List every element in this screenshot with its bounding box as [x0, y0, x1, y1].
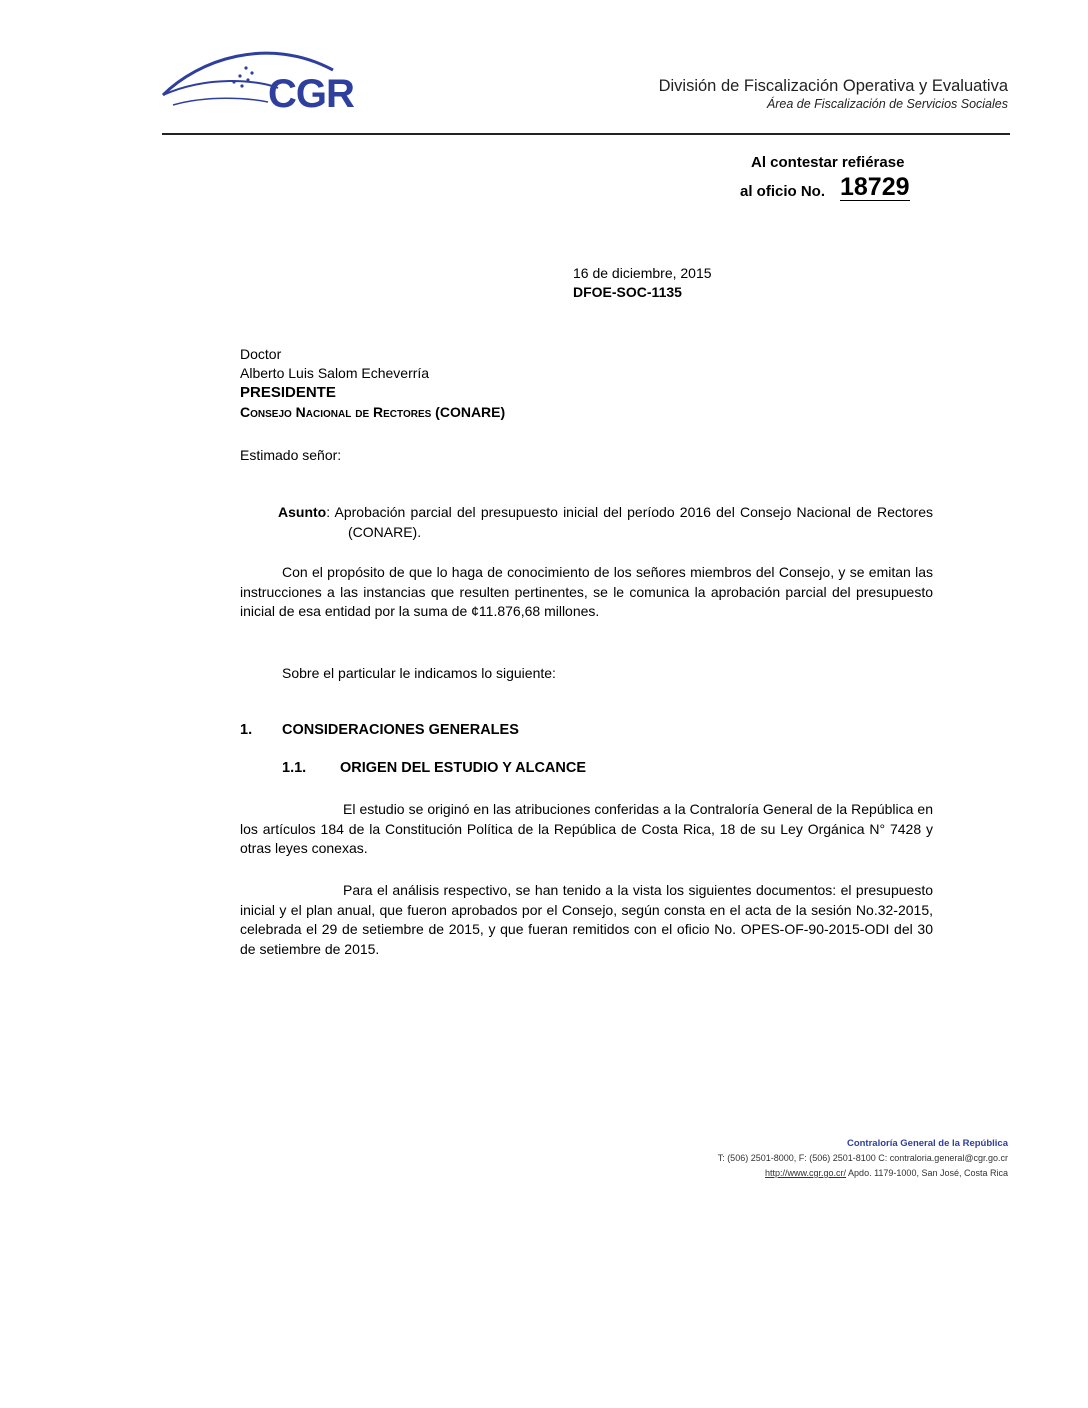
footer-address-line — [765, 1168, 1008, 1178]
addressee-organization: Consejo Nacional de Rectores (CONARE) — [240, 404, 506, 420]
division-name: División de Fiscalización Operativa y Evaluativa — [658, 77, 1008, 95]
letter-date: 16 de diciembre, 2015 — [573, 265, 712, 281]
footer-website-link[interactable]: http://www.cgr.go.cr/ — [765, 1168, 847, 1178]
letter-reference: DFOE-SOC-1135 — [573, 284, 682, 300]
footer-contact: T: (506) 2501-8000, F: (506) 2501-8100 C: contraloria.general@cgr.go.cr — [717, 1153, 1008, 1163]
addressee-name: Alberto Luis Salom Echeverría — [240, 365, 430, 381]
reply-notice: Al contestar refiérase — [751, 154, 905, 171]
footer-org: Contraloría General de la República — [846, 1138, 1008, 1149]
header-divider — [162, 133, 1010, 135]
subsection-title: ORIGEN DEL ESTUDIO Y ALCANCE — [340, 760, 586, 776]
office-number: 18729 — [840, 173, 910, 201]
paragraph-intro: Sobre el particular le indicamos lo siguiente: — [282, 665, 556, 681]
subject-label: Asunto — [278, 504, 327, 520]
section-heading — [240, 722, 519, 738]
reply-office-label: al oficio No. — [740, 183, 826, 200]
paragraph-approval: Con el propósito de que lo haga de conocimiento de los señores miembros del Consejo, y se emitan las instrucciones a las instancias que resulten pertinentes, se le comunica la aprobación parcial del presupuesto inicial de esa entidad por la suma de ¢11.876,68 millones. — [240, 564, 933, 619]
section-title: CONSIDERACIONES GENERALES — [282, 722, 519, 738]
area-name: Área de Fiscalización de Servicios Sociales — [766, 97, 1008, 111]
footer-address: Apdo. 1179-1000, San José, Costa Rica — [846, 1168, 1008, 1178]
section-number: 1. — [240, 722, 253, 738]
addressee-title: Doctor — [240, 346, 282, 362]
salutation: Estimado señor: — [240, 447, 342, 463]
logo-text: CGR — [268, 72, 354, 116]
subject-text: : Aprobación parcial del presupuesto inicial del período 2016 del Consejo Nacional de Rectores (CONARE). — [326, 504, 933, 540]
paragraph-origin: El estudio se originó en las atribuciones conferidas a la Contraloría General de la República en los artículos 184 de la Constitución Política de la República de Costa Rica, 18 de su Ley Orgánica N° 7428 y otras leyes conexas. — [240, 801, 933, 856]
subsection-number: 1.1. — [282, 760, 307, 776]
addressee-role: PRESIDENTE — [240, 384, 336, 401]
subject-block — [278, 503, 933, 542]
subsection-heading — [282, 760, 586, 776]
paragraph-analysis: Para el análisis respectivo, se han tenido a la vista los siguientes documentos: el presupuesto inicial y el plan anual, que fueron aprobados por el Consejo, según consta en el acta de la sesión No.32-2015, celebrada el 29 de setiembre de 2015, y que fueran remitidos con el oficio No. OPES-OF-90-2015-ODI del 30 de setiembre de 2015. — [240, 882, 933, 957]
